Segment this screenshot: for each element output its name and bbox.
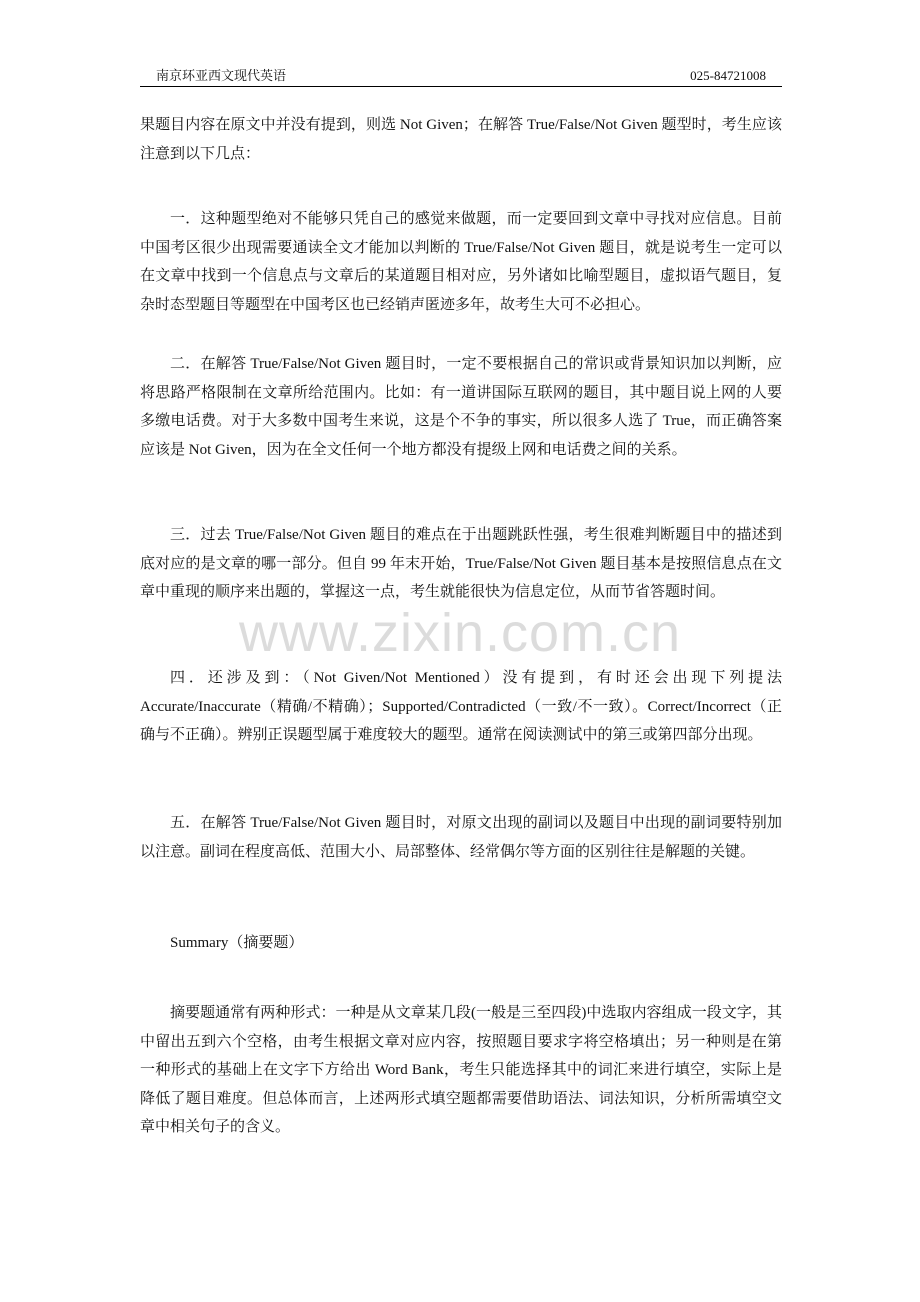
page-header — [140, 64, 782, 87]
watermark: www.zixin.com.cn — [238, 603, 682, 663]
paragraph-point-five: 五．在解答 True/False/Not Given 题目时，对原文出现的副词以及题目中出现的副词要特别加以注意。副词在程度高低、范围大小、局部整体、经常偶尔等方面的区别往往是解题的关键。 — [140, 815, 782, 860]
section-heading-summary: Summary（摘要题） — [170, 935, 304, 951]
paragraph-point-four: 四．还涉及到：（Not Given/Not Mentioned）没有提到，有时还会出现下列提法 Accurate/Inaccurate（精确/不精确）；Supported/Contradicted（一致/不一致）。Correct/Incorrect（正确与不正确）。辨别正误题型属于难度较大的题型。通常在阅读测试中的第三或第四部分出现。 — [140, 670, 782, 743]
paragraph-intro-continuation: 果题目内容在原文中并没有提到，则选 Not Given；在解答 True/False/Not Given 题型时，考生应该注意到以下几点： — [140, 117, 782, 162]
paragraph-point-three: 三．过去 True/False/Not Given 题目的难点在于出题跳跃性强，考生很难判断题目中的描述到底对应的是文章的哪一部分。但自 99 年末开始，True/False/Not Given 题目基本是按照信息点在文章中重现的顺序来出题的，掌握这一点，考生就能很快为信息定位，从而节省答题时间。 — [140, 527, 782, 600]
paragraph-point-two: 二．在解答 True/False/Not Given 题目时，一定不要根据自己的常识或背景知识加以判断，应将思路严格限制在文章所给范围内。比如：有一道讲国际互联网的题目，其中题目说上网的人要多缴电话费。对于大多数中国考生来说，这是个不争的事实，所以很多人选了 True，而正确答案应该是 Not Given，因为在全文任何一个地方都没有提级上网和电话费之间的关系。 — [140, 356, 782, 458]
header-phone: 025-84721008 — [690, 68, 766, 83]
paragraph-point-one: 一．这种题型绝对不能够只凭自己的感觉来做题，而一定要回到文章中寻找对应信息。目前中国考区很少出现需要通读全文才能加以判断的 True/False/Not Given 题目，就是说考生一定可以在文章中找到一个信息点与文章后的某道题目相对应，另外诸如比喻型题目，虚拟语气题目，复杂时态型题目等题型在中国考区也已经销声匿迹多年，故考生大可不必担心。 — [140, 211, 782, 313]
paragraph-summary-description: 摘要题通常有两种形式：一种是从文章某几段(一般是三至四段)中选取内容组成一段文字，其中留出五到六个空格，由考生根据文章对应内容，按照题目要求字将空格填出；另一种则是在第一种形式的基础上在文字下方给出 Word Bank，考生只能选择其中的词汇来进行填空，实际上是降低了题目难度。但总体而言，上述两形式填空题都需要借助语法、词法知识，分析所需填空文章中相关句子的含义。 — [140, 1005, 782, 1135]
header-organization: 南京环亚西文现代英语 — [156, 68, 287, 83]
